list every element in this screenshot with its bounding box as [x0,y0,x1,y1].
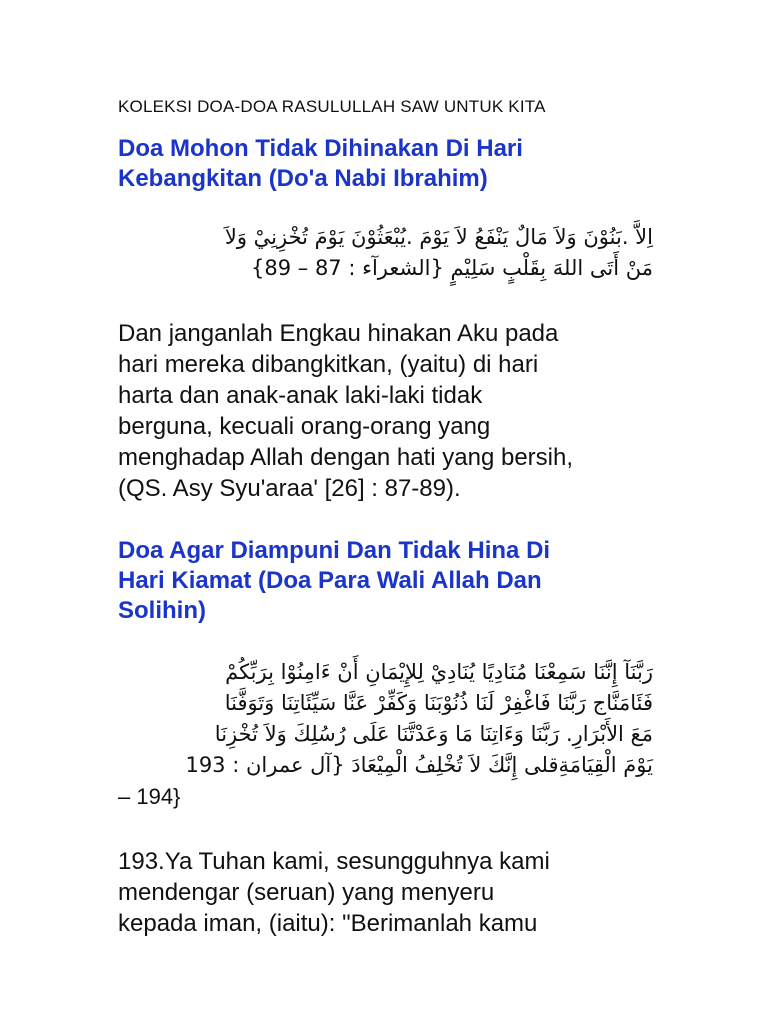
paragraph-line: menghadap Allah dengan hati yang bersih, [118,444,574,471]
paragraph-line: Dan janganlah Engkau hinakan Aku pada [118,320,559,347]
heading-line: Doa Agar Diampuni Dan Tidak Hina Di [118,537,551,564]
arabic-line: اِلاَّ .بَنُوْنَ وَلاَ مَالٌ يَنْفَعُ لاَ يَوْمَ .يُبْعَثُوْنَ يَوْمَ تُخْزِنِيْ وَلاَ [224,225,653,249]
paragraph-line: kepada iman, (iaitu): "Berimanlah kamu [118,910,538,937]
arabic-line: مَعَ الأَبْرَارِ. رَبَّنَا وَءَاتِنَا مَا وَعَدْتَّنَا عَلَى رُسُلِكَ وَلاَ تُخْزِنَا [214,722,653,746]
paragraph-line: harta dan anak-anak laki-laki tidak [118,382,483,409]
paragraph-line: hari mereka dibangkitkan, (yaitu) di hari [118,351,539,378]
translation-paragraph [118,846,658,939]
section-heading [118,134,658,194]
section-heading [118,536,658,626]
arabic-line: رَبَّنَآ إِنَّنَا سَمِعْنَا مُنَادِيًا يُنَادِيْ لِلإِيْمَانِ أَنْ ءَامِنُوْا بِرَبِّكُمْ [225,660,653,684]
heading-line: Hari Kiamat (Doa Para Wali Allah Dan [118,567,542,594]
paragraph-line: berguna, kecuali orang-orang yang [118,413,491,440]
document-title: KOLEKSI DOA-DOA RASULULLAH SAW UNTUK KITA [118,97,546,116]
arabic-line: يَوْمَ الْقِيَامَةِقلى إِنَّكَ لاَ تُخْلِفُ الْمِيْعَادَ {آل عمران : 193 [185,753,653,777]
paragraph-line: mendengar (seruan) yang menyeru [118,879,495,906]
paragraph-line: 193.Ya Tuhan kami, sesungguhnya kami [118,848,550,875]
translation-paragraph [118,318,658,504]
heading-line: Kebangkitan (Do'a Nabi Ibrahim) [118,165,488,192]
arabic-verse-reference: – 194} [118,784,181,809]
paragraph-line: (QS. Asy Syu'araa' [26] : 87-89). [118,475,461,502]
arabic-line: فَئَامَنَّاج رَبَّنَا فَاغْفِرْ لَنَا ذُنُوْبَنَا وَكَفِّرْ عَنَّا سَيِّئَاتِنَا وَتَوَفَّنَا [224,691,653,715]
arabic-prayer-text [118,222,653,284]
heading-line: Solihin) [118,597,206,624]
arabic-line: مَنْ أَتَى اللهَ بِقَلْبٍ سَلِيْمٍ {الشعرآء : 87 – 89} [250,256,653,280]
heading-line: Doa Mohon Tidak Dihinakan Di Hari [118,135,523,162]
arabic-prayer-text [118,657,653,812]
